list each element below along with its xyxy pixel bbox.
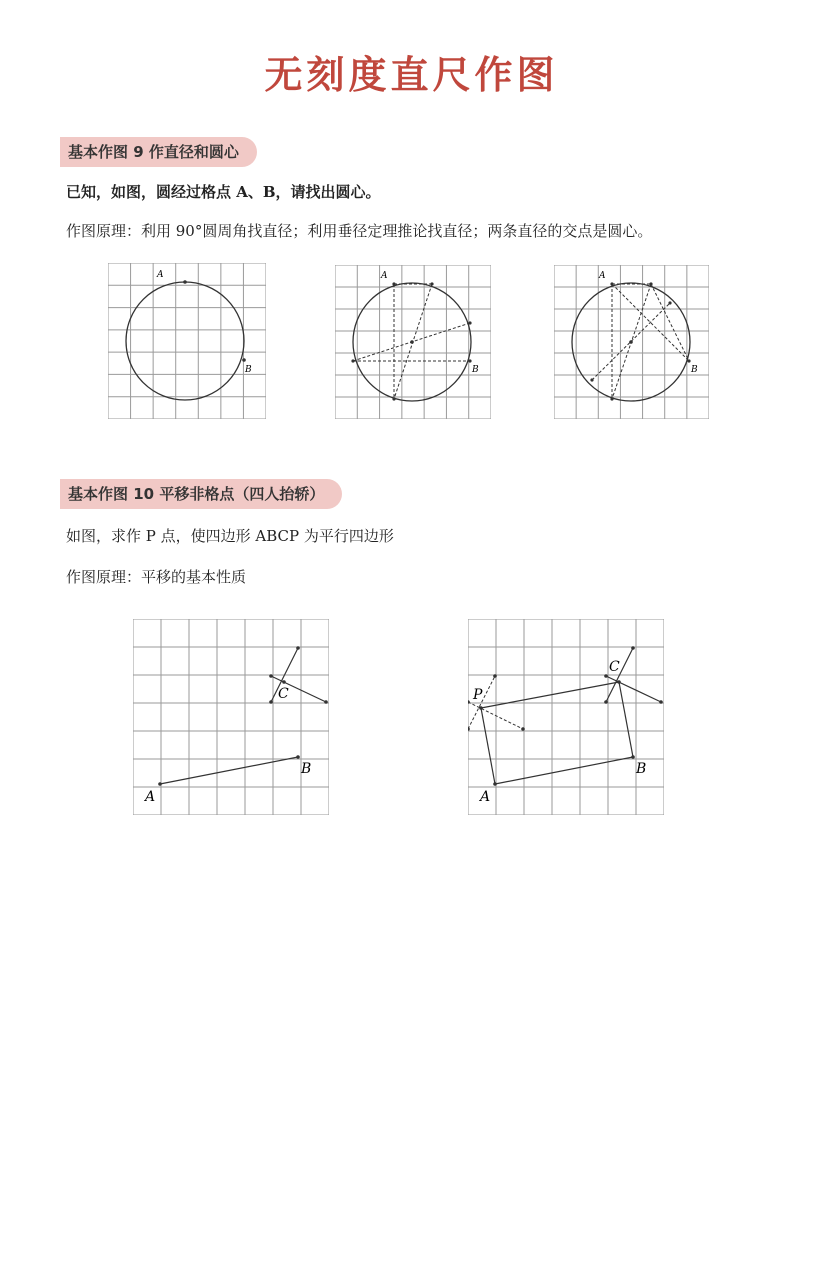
label-c: C xyxy=(278,686,289,702)
segment-ab xyxy=(160,757,298,784)
section-9-given: 已知，如图，圆经过格点 A、B，请找出圆心。 xyxy=(66,183,381,201)
point-c xyxy=(282,680,286,684)
segment-bc xyxy=(619,682,633,757)
segment-ab xyxy=(495,757,633,784)
figure-10-original xyxy=(133,619,329,815)
figure-9-method-1 xyxy=(335,265,491,419)
label-p: P xyxy=(473,687,483,703)
label-a: A xyxy=(157,270,164,280)
figure-9-method-2 xyxy=(554,265,709,419)
label-b: B xyxy=(472,365,479,375)
label-a: A xyxy=(480,789,491,805)
label-b: B xyxy=(301,761,312,777)
section-10-principle: 作图原理：平移的基本性质 xyxy=(66,568,247,586)
page-title: 无刻度直尺作图 xyxy=(264,53,559,97)
label-b: B xyxy=(636,761,647,777)
label-a: A xyxy=(599,271,606,281)
label-b: B xyxy=(691,365,698,375)
segment-cp xyxy=(481,682,619,708)
center-point xyxy=(629,340,633,344)
grid xyxy=(108,263,266,419)
point-p xyxy=(479,706,483,710)
point-a xyxy=(183,280,187,284)
label-b: B xyxy=(245,365,252,375)
figure-10-solution xyxy=(468,619,664,815)
section-9-badge: 基本作图 9 作直径和圆心 xyxy=(60,137,257,167)
figure-9-original xyxy=(108,263,266,419)
label-c: C xyxy=(609,659,620,675)
label-a: A xyxy=(145,789,156,805)
section-9-principle: 作图原理：利用 90°圆周角找直径；利用垂径定理推论找直径；两条直径的交点是圆心。 xyxy=(66,222,653,240)
center-point xyxy=(410,340,414,344)
point-b xyxy=(242,358,246,362)
label-a: A xyxy=(381,271,388,281)
section-10-badge: 基本作图 10 平移非格点（四人抬轿） xyxy=(60,479,342,509)
circle xyxy=(126,282,244,400)
segment-pa xyxy=(481,708,495,784)
section-10-given: 如图，求作 P 点，使四边形 ABCP 为平行四边形 xyxy=(66,527,394,545)
